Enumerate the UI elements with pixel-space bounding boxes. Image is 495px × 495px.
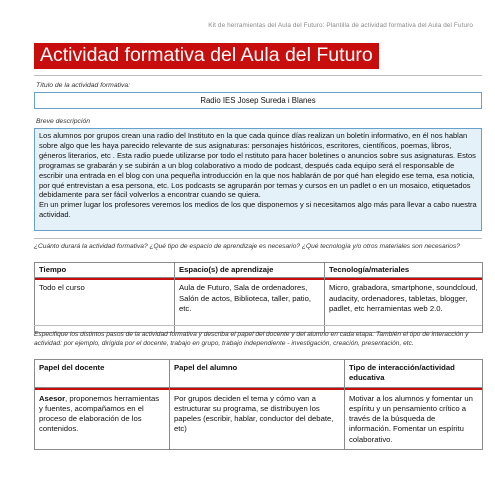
activity-title-field[interactable]: Radio IES Josep Sureda i Blanes [34, 92, 482, 109]
roles-question: Especifique los distintos pasos de la actividad formativa y describa el papel del docente y del alumno en cada etapa. También el tipo de interacción y actividad: por ejemplo, dirigida por el docente, trabajo en grupo, trabajo independiente - investigación, creación, presentación, etc. [34, 331, 469, 347]
description-field[interactable] [34, 128, 482, 231]
section-divider [34, 238, 482, 239]
description-label: Breve descripción [36, 118, 91, 125]
time-value: Todo el curso [39, 283, 85, 293]
student-role-value: Por grupos deciden el tema y cómo van a estructurar su programa, se distribuyen los papeles (escribir, hablar, conductor del debate, etc) [174, 393, 334, 434]
breadcrumb: Kit de herramientas del Aula del Futuro: Plantilla de actividad formativa del Aula del Futuro [208, 22, 473, 29]
page-title: Actividad formativa del Aula del Futuro [34, 43, 379, 69]
interaction-value: Motivar a los alumnos y fomentar un espíritu y un pensamiento crítico a través de la búsqueda de información. Fomentar un espíritu colaborativo. [349, 393, 473, 444]
header-interaction-type: Tipo de interacción/actividad educativa [345, 360, 483, 388]
technology-value: Micro, grabadora, smartphone, soundcloud, audacity, ordenadores, tabletas, blogger, padlet, etc herramientas web 2.0. [329, 283, 478, 313]
header-teacher-role: Papel del docente [35, 360, 170, 388]
teacher-role-cell[interactable] [35, 387, 170, 449]
roles-header-row [35, 360, 483, 388]
teacher-role-value [35, 390, 169, 439]
teacher-role-bold: Asesor [39, 393, 66, 403]
interaction-cell[interactable] [345, 387, 483, 449]
space-value: Aula de Futuro, Sala de ordenadores, Salón de actos, Biblioteca, taller, patio, etc. [179, 283, 312, 313]
roles-table [34, 359, 483, 450]
section-divider [34, 325, 482, 326]
resources-header-row [35, 263, 483, 278]
teacher-role-rest: , proponemos herramientas y fuentes, acompañamos en el proceso de elaboración de los contenidos. [39, 393, 160, 434]
activity-title-label: Título de la actividad formativa: [36, 82, 131, 89]
resources-question: ¿Cuánto durará la actividad formativa? ¿Qué tipo de espacio de aprendizaje es necesario? ¿Qué tecnología y/o otros materiales son necesarios? [34, 243, 460, 250]
table-row [35, 387, 483, 449]
header-time: Tiempo [35, 263, 175, 278]
resources-table [34, 262, 483, 333]
header-technology: Tecnología/materiales [325, 263, 483, 278]
title-divider [34, 75, 482, 76]
header-student-role: Papel del alumno [170, 360, 345, 388]
description-text-2: En un primer lugar los profesores veremos los medios de los que disponemos y si necesitamos algo más para llevar a cabo nuestra actividad. [39, 200, 477, 220]
description-text: Los alumnos por grupos crean una radio del Instituto en la que cada quince días realizan un boletín informativo, en él nos hablan sobre algo que les haya parecido relevante de sus asignaturas: personajes históricos, escritores, científicos, poemas, libros, géneros literarios, etc . Esta radio puede utilizarse por todo el nstituto para hacer boletines o anuncios sobre sus asignaturas. Estos programas se grabarán y se subirán a un blog colaborativo a modo de podcast, después cada equipo será el responsable de escribir una entrada en el blog con una pequeña introducción en la que nos hablarán de por qué han elegido ese tema, esa noticia, por qué entrevistan a esa persona, etc. Los podcasts se agruparán por temas y cursos en un padlet o en un mosaico, etiquetados debidamente para ser fácil volverlos a encontrar cuando se quiera. [39, 131, 476, 200]
header-space: Espacio(s) de aprendizaje [175, 263, 325, 278]
student-role-cell[interactable] [170, 387, 345, 449]
